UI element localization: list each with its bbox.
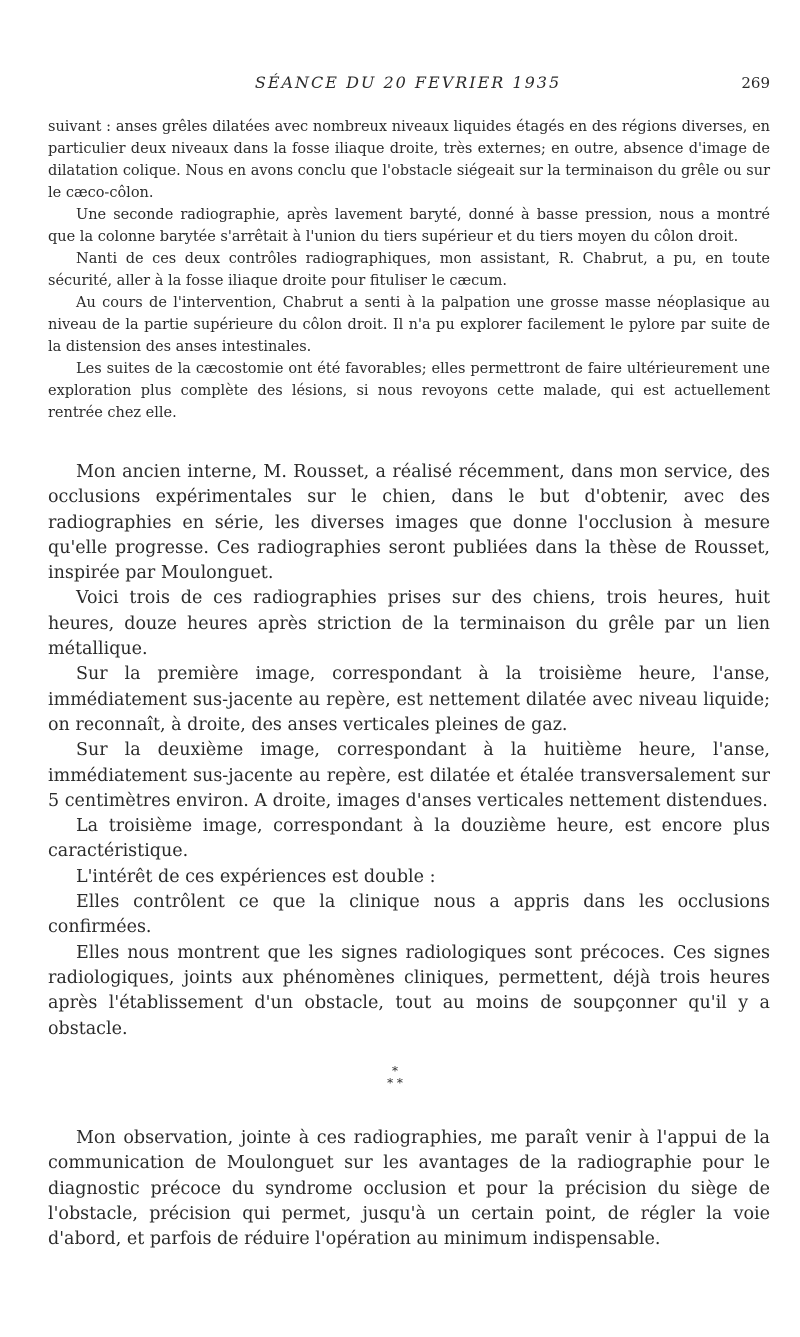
paragraph: Mon ancien interne, M. Rousset, a réalisé récemment, dans mon service, des occlusions expérimentales sur le chien, dans le but d'obtenir, avec des radiographies en série, les diverses images que donne l'occlusion à mesure qu'elle progresse. Ces radiographies seront publiées dans la thèse de Rousset, inspirée par Moulonguet.	[48, 462, 770, 584]
separator-star-top: *	[392, 1064, 398, 1078]
paragraph: Au cours de l'intervention, Chabrut a senti à la palpation une grosse masse néoplasique au niveau de la partie supérieure du côlon droit. Il n'a pu explorer facilement le pylore par suite de la distension des anses intestinales.	[48, 295, 770, 355]
paragraph: Voici trois de ces radiographies prises sur des chiens, trois heures, huit heures, douze heures après striction de la terminaison du grêle par un lien métallique.	[48, 588, 770, 660]
running-header	[48, 70, 768, 96]
separator-stars-bottom: * *	[387, 1076, 403, 1090]
paragraph: Sur la deuxième image, correspondant à la huitième heure, l'anse, immédiatement sus-jacente au repère, est dilatée et étalée transversalement sur 5 centimètres environ. A droite, images d'anses verticales nettement distendues.	[48, 740, 770, 811]
running-title: SÉANCE DU 20 FEVRIER 1935	[254, 73, 562, 92]
paragraph: La troisième image, correspondant à la douzième heure, est encore plus caractéristique.	[48, 816, 770, 862]
paragraph: Les suites de la cæcostomie ont été favorables; elles permettront de faire ultérieurement une exploration plus complète des lésions, si nous revoyons cette malade, qui est actuellement rentrée chez elle.	[48, 361, 770, 421]
paragraph: Mon observation, jointe à ces radiographies, me paraît venir à l'appui de la communication de Moulonguet sur les avantages de la radiographie pour le diagnostic précoce du syndrome occlusion et pour la précision du siège de l'obstacle, précision qui permet, jusqu'à un certain point, de régler la voie d'abord, et parfois de réduire l'opération au minimum indispensable.	[48, 1128, 770, 1250]
paragraph: Une seconde radiographie, après lavement baryté, donné à basse pression, nous a montré que la colonne barytée s'arrêtait à l'union du tiers supérieur et du tiers moyen du côlon droit.	[48, 207, 770, 245]
paragraph: Nanti de ces deux contrôles radiographiques, mon assistant, R. Chabrut, a pu, en toute sécurité, aller à la fosse iliaque droite pour fituliser le cæcum.	[48, 251, 770, 289]
conclusion-section	[48, 1126, 770, 1252]
case-report-section	[48, 116, 770, 424]
paragraph: L'intérêt de ces expériences est double :	[76, 866, 436, 887]
paragraph: Elles nous montrent que les signes radiologiques sont précoces. Ces signes radiologiques, joints aux phénomènes cliniques, permettent, déjà trois heures après l'établissement d'un obstacle, tout au moins de soupçonner qu'il y a obstacle.	[48, 942, 770, 1039]
page-number: 269	[741, 74, 770, 92]
paragraph: Elles contrôlent ce que la clinique nous a appris dans les occlusions confirmées.	[48, 892, 770, 938]
paragraph: suivant : anses grêles dilatées avec nombreux niveaux liquides étagés en des régions diverses, en particulier deux niveaux dans la fosse iliaque droite, très externes; en outre, absence d'image de dilatation colique. Nous en avons conclu que l'obstacle siégeait sur la terminaison du grêle ou sur le cæco-côlon.	[48, 119, 771, 201]
section-separator	[360, 1065, 430, 1105]
paragraph: Sur la première image, correspondant à la troisième heure, l'anse, immédiatement sus-jacente au repère, est nettement dilatée avec niveau liquide; on reconnaît, à droite, des anses verticales pleines de gaz.	[48, 664, 770, 735]
experiments-section	[48, 460, 770, 1042]
